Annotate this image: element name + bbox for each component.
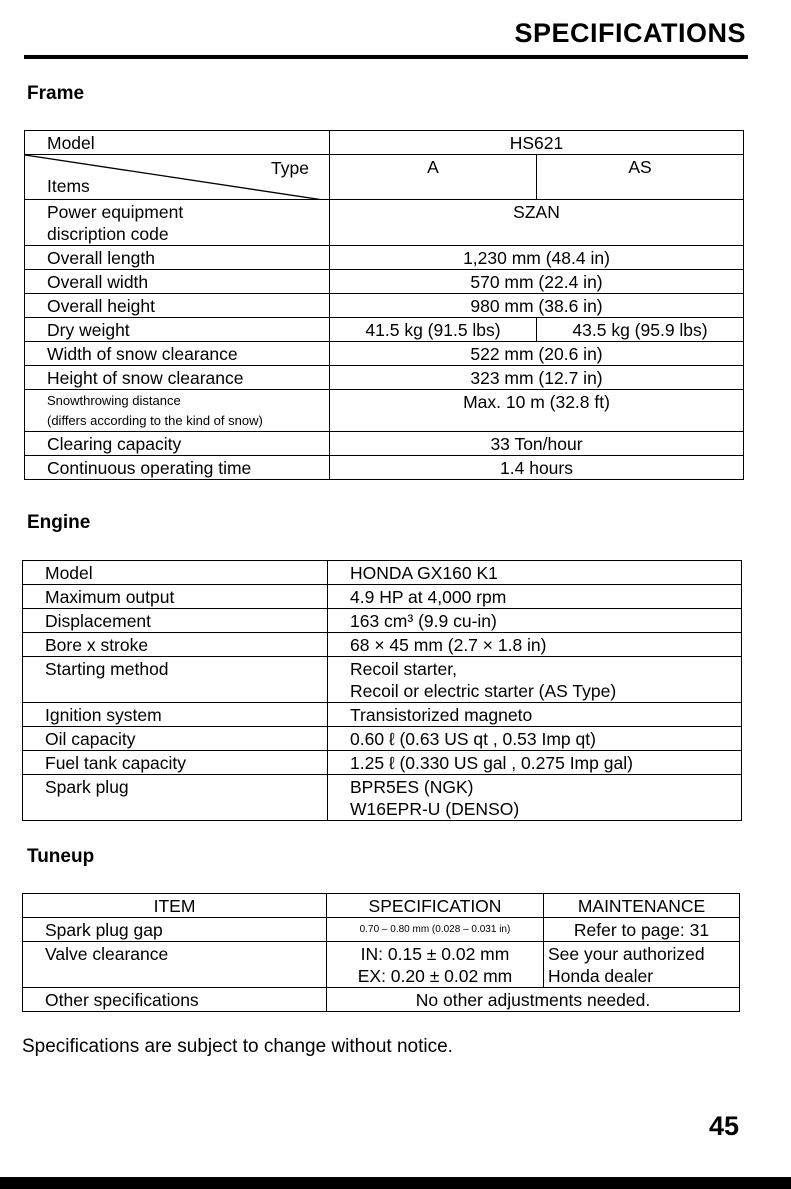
page-header (24, 18, 748, 58)
table-row (25, 246, 744, 270)
page-title: SPECIFICATIONS (514, 18, 746, 48)
frame-row-label: Overall length (25, 246, 330, 270)
table-row (25, 318, 744, 342)
engine-row-value: Transistorized magneto (328, 703, 742, 727)
table-row (25, 270, 744, 294)
frame-row-label: Width of snow clearance (25, 342, 330, 366)
items-label: Items (47, 176, 90, 196)
table-row (25, 456, 744, 480)
header-rule (24, 55, 748, 59)
tuneup-header-maintenance: MAINTENANCE (544, 894, 740, 918)
engine-row-value: Recoil starter, Recoil or electric starter (AS Type) (328, 657, 742, 703)
type-as-header: AS (537, 155, 744, 200)
frame-row-label: Clearing capacity (25, 432, 330, 456)
dry-weight-as: 43.5 kg (95.9 lbs) (537, 318, 744, 342)
table-row (23, 942, 740, 988)
table-row (23, 561, 742, 585)
engine-row-value: BPR5ES (NGK) W16EPR-U (DENSO) (328, 775, 742, 821)
frame-row-value: 570 mm (22.4 in) (330, 270, 744, 294)
frame-row-label: Continuous operating time (25, 456, 330, 480)
tuneup-header-item: ITEM (23, 894, 327, 918)
engine-row-label: Maximum output (23, 585, 328, 609)
frame-row-label: Overall width (25, 270, 330, 294)
engine-row-value: 4.9 HP at 4,000 rpm (328, 585, 742, 609)
frame-row-label: Power equipment discription code (25, 200, 330, 246)
table-row (23, 585, 742, 609)
engine-row-label: Displacement (23, 609, 328, 633)
frame-row-value: 1,230 mm (48.4 in) (330, 246, 744, 270)
table-row (23, 988, 740, 1012)
engine-row-value: HONDA GX160 K1 (328, 561, 742, 585)
frame-row-value: 522 mm (20.6 in) (330, 342, 744, 366)
frame-row-label: Height of snow clearance (25, 366, 330, 390)
other-specifications-value: No other adjustments needed. (327, 988, 740, 1012)
engine-table (22, 560, 742, 821)
frame-row-label: Overall height (25, 294, 330, 318)
engine-row-label: Model (23, 561, 328, 585)
table-row (23, 609, 742, 633)
table-row (23, 918, 740, 942)
frame-row-value: 980 mm (38.6 in) (330, 294, 744, 318)
frame-row-value: SZAN (330, 200, 744, 246)
tuneup-section-title: Tuneup (27, 846, 95, 867)
type-a-header: A (330, 155, 537, 200)
frame-type-items-header (25, 155, 330, 200)
engine-row-value: 1.25 ℓ (0.330 US gal , 0.275 Imp gal) (328, 751, 742, 775)
table-row (23, 727, 742, 751)
engine-row-label: Oil capacity (23, 727, 328, 751)
page-number: 45 (708, 1111, 739, 1141)
footnote: Specifications are subject to change without notice. (22, 1036, 453, 1057)
engine-section-title: Engine (27, 512, 91, 533)
table-row (25, 155, 744, 200)
bottom-bar (0, 1177, 791, 1189)
frame-row-label: Snowthrowing distance (differs according to the kind of snow) (25, 390, 330, 432)
frame-section-title: Frame (27, 83, 85, 104)
engine-row-value: 163 cm³ (9.9 cu-in) (328, 609, 742, 633)
engine-row-value: 68 × 45 mm (2.7 × 1.8 in) (328, 633, 742, 657)
dry-weight-a: 41.5 kg (91.5 lbs) (330, 318, 537, 342)
type-label: Type (271, 158, 309, 178)
table-row (25, 342, 744, 366)
frame-model-label: Model (25, 131, 330, 155)
frame-table (24, 130, 744, 480)
engine-row-value: 0.60 ℓ (0.63 US qt , 0.53 Imp qt) (328, 727, 742, 751)
engine-row-label: Fuel tank capacity (23, 751, 328, 775)
table-row (23, 703, 742, 727)
frame-row-value: 1.4 hours (330, 456, 744, 480)
engine-row-label: Bore x stroke (23, 633, 328, 657)
valve-clearance-maintenance: See your authorized Honda dealer (544, 942, 740, 988)
table-row (25, 294, 744, 318)
table-row (25, 432, 744, 456)
table-row (23, 894, 740, 918)
table-row (25, 390, 744, 432)
frame-row-value: 33 Ton/hour (330, 432, 744, 456)
frame-row-value: Max. 10 m (32.8 ft) (330, 390, 744, 432)
frame-row-label: Dry weight (25, 318, 330, 342)
spark-gap-spec: 0.70 – 0.80 mm (0.028 – 0.031 in) (327, 918, 544, 942)
valve-clearance-spec: IN: 0.15 ± 0.02 mm EX: 0.20 ± 0.02 mm (327, 942, 544, 988)
table-row (23, 775, 742, 821)
tuneup-row-label: Valve clearance (23, 942, 327, 988)
table-row (25, 131, 744, 155)
tuneup-row-label: Other specifications (23, 988, 327, 1012)
table-row (23, 633, 742, 657)
table-row (23, 751, 742, 775)
tuneup-table (22, 893, 740, 1012)
frame-model-value: HS621 (330, 131, 744, 155)
engine-row-label: Starting method (23, 657, 328, 703)
engine-row-label: Spark plug (23, 775, 328, 821)
table-row (25, 200, 744, 246)
table-row (23, 657, 742, 703)
tuneup-header-specification: SPECIFICATION (327, 894, 544, 918)
table-row (25, 366, 744, 390)
engine-row-label: Ignition system (23, 703, 328, 727)
frame-row-value: 323 mm (12.7 in) (330, 366, 744, 390)
spark-gap-maintenance: Refer to page: 31 (544, 918, 740, 942)
tuneup-row-label: Spark plug gap (23, 918, 327, 942)
